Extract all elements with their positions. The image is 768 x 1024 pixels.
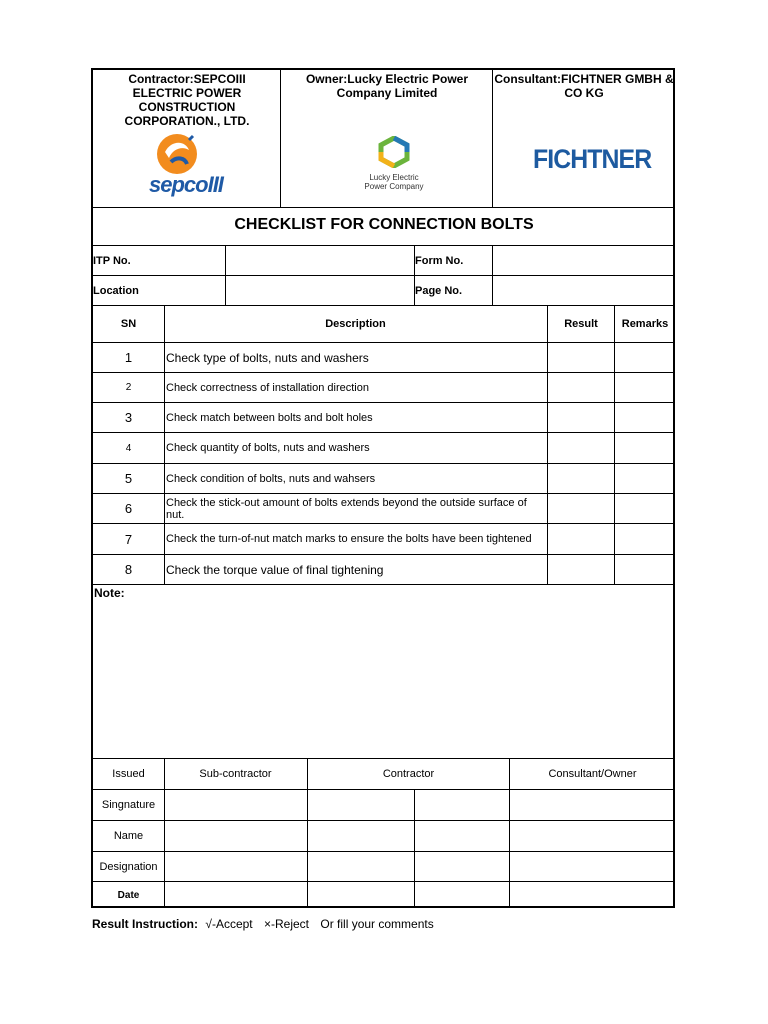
row-2-description: Check correctness of installation direction [166, 381, 369, 394]
lucky-logo-line1: Lucky Electric [369, 173, 419, 182]
row-4-description: Check quantity of bolts, nuts and washers [166, 442, 370, 454]
signature-row[interactable] [164, 790, 675, 820]
row-4-result[interactable] [548, 433, 614, 463]
row-3-description: Check match between bolts and bolt holes [166, 411, 373, 424]
row-5-sn: 5 [124, 471, 133, 486]
name-label: Name [113, 830, 144, 842]
row-6-sn: 6 [124, 501, 133, 516]
row-7-description: Check the turn-of-nut match marks to ensure the bolts have been tightened [166, 533, 532, 545]
subcontractor-header: Sub-contractor [199, 768, 272, 780]
form-field[interactable] [493, 246, 675, 275]
row-4-remarks[interactable] [615, 433, 675, 463]
result-column-header: Result [564, 318, 598, 330]
page-label: Page No. [415, 284, 463, 297]
row-5-result[interactable] [548, 464, 614, 493]
row-2-remarks[interactable] [615, 373, 675, 402]
note-label: Note: [94, 586, 125, 600]
row-7-sn: 7 [124, 531, 133, 547]
contractor-header: Contractor:SEPCOIII ELECTRIC POWER CONSTRUCTION CORPORATION., LTD. [124, 72, 250, 128]
page-field[interactable] [493, 276, 675, 305]
designation-label: Designation [99, 860, 158, 873]
date-row[interactable] [164, 882, 675, 908]
sepco-logo-text: sepcoIII [149, 172, 223, 197]
sepco-logo [145, 132, 235, 198]
row-7-remarks[interactable] [615, 524, 675, 554]
row-8-remarks[interactable] [615, 555, 675, 584]
row-6-description: Check the stick-out amount of bolts extends beyond the outside surface of nut. [166, 496, 527, 521]
row-6-remarks[interactable] [615, 494, 675, 523]
name-row[interactable] [164, 821, 675, 851]
reject-legend: ×-Reject [263, 917, 310, 931]
row-1-description: Check type of bolts, nuts and washers [166, 350, 369, 365]
lucky-logo-line2: Power Company [364, 182, 424, 191]
row-1-sn: 1 [124, 350, 133, 365]
row-4-sn: 4 [125, 442, 132, 454]
contractor-column-header: Contractor [382, 768, 435, 780]
note-area[interactable] [93, 600, 675, 758]
row-1-result[interactable] [548, 343, 614, 372]
row-7-result[interactable] [548, 524, 614, 554]
row-8-description: Check the torque value of final tightening [166, 562, 384, 577]
description-column-header: Description [325, 318, 386, 330]
page-title: CHECKLIST FOR CONNECTION BOLTS [234, 216, 534, 233]
fichtner-logo: FICHTNER [533, 144, 652, 174]
form-label: Form No. [415, 254, 464, 267]
comments-legend: Or fill your comments [320, 917, 434, 931]
owner-header: Owner:Lucky Electric Power Company Limited [305, 72, 469, 100]
row-3-remarks[interactable] [615, 403, 675, 432]
location-label: Location [93, 284, 139, 297]
sn-column-header: SN [120, 318, 137, 330]
date-label: Date [117, 889, 140, 901]
consultant-owner-header: Consultant/Owner [548, 768, 637, 780]
row-1-remarks[interactable] [615, 343, 675, 372]
signature-label: Singnature [101, 799, 156, 811]
accept-legend: √-Accept [205, 917, 253, 931]
row-5-remarks[interactable] [615, 464, 675, 493]
row-2-result[interactable] [548, 373, 614, 402]
itp-label: ITP No. [93, 254, 131, 267]
row-8-result[interactable] [548, 555, 614, 584]
result-instruction-label: Result Instruction: [92, 917, 199, 931]
location-field[interactable] [225, 276, 414, 305]
consultant-header: Consultant:FICHTNER GMBH & CO KG [494, 72, 674, 100]
row-2-sn: 2 [125, 382, 132, 393]
row-5-description: Check condition of bolts, nuts and wahsers [166, 472, 376, 485]
row-3-result[interactable] [548, 403, 614, 432]
itp-field[interactable] [225, 246, 414, 275]
remarks-column-header: Remarks [621, 318, 669, 330]
row-8-sn: 8 [124, 562, 133, 577]
result-instruction [92, 917, 434, 931]
row-6-result[interactable] [548, 494, 614, 523]
lucky-electric-logo [359, 136, 429, 190]
checklist-sheet [91, 68, 675, 908]
row-3-sn: 3 [124, 410, 133, 425]
designation-row[interactable] [164, 852, 675, 881]
lucky-electric-logo-icon [376, 136, 412, 168]
issued-label: Issued [112, 768, 145, 780]
